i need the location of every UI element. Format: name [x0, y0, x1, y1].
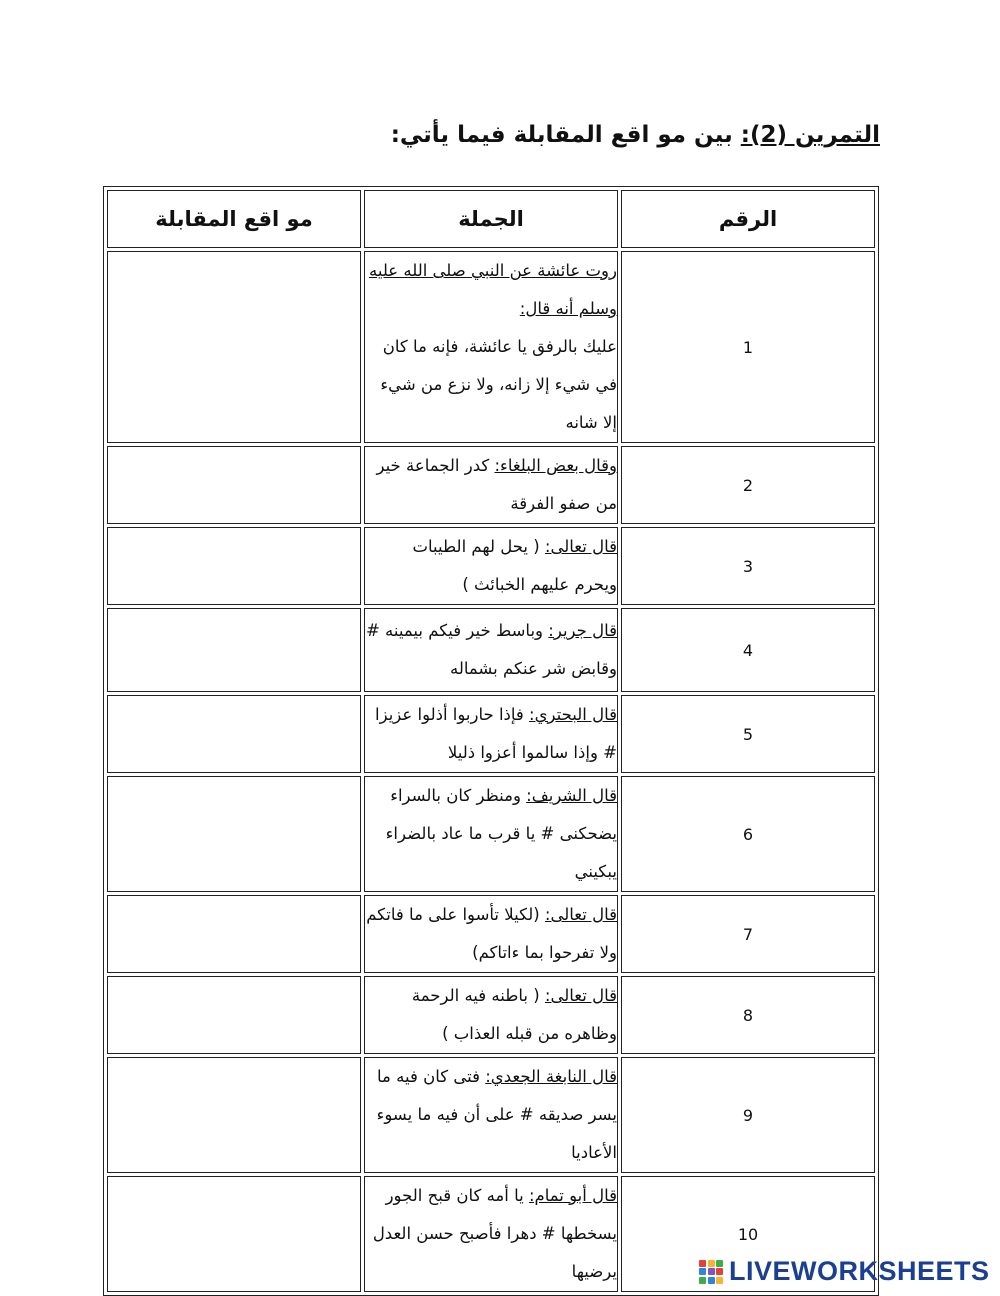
table-row	[107, 695, 875, 773]
row-speaker: قال البحتري:	[529, 705, 617, 724]
answer-cell[interactable]	[107, 608, 361, 692]
logo-square	[708, 1277, 715, 1284]
row-text: ( يحل لهم الطيبات ويحرم عليهم الخبائث )	[412, 537, 617, 594]
table-row	[107, 251, 875, 443]
logo-grid-icon	[699, 1260, 723, 1284]
row-speaker: وقال بعض البلغاء:	[494, 456, 617, 475]
logo-square	[699, 1268, 706, 1275]
table-row	[107, 976, 875, 1054]
row-text: فتى كان فيه ما يسر صديقه # على أن فيه ما يسوء الأعاديا	[376, 1067, 617, 1162]
row-speaker: قال الشريف:	[526, 786, 617, 805]
row-text: (لكيلا تأسوا على ما فاتكم ولا تفرحوا بما ءاتاكم)	[366, 905, 617, 962]
row-text: ومنظر كان بالسراء يضحكنى # يا قرب ما عاد بالضراء يبكيني	[385, 786, 617, 881]
table-row	[107, 608, 875, 692]
row-sentence	[364, 527, 618, 605]
logo-square	[699, 1260, 706, 1267]
table-row	[107, 446, 875, 524]
header-row	[107, 190, 875, 248]
table-row	[107, 895, 875, 973]
row-sentence	[364, 976, 618, 1054]
row-number: 9	[621, 1057, 875, 1173]
row-number: 6	[621, 776, 875, 892]
answer-cell[interactable]	[107, 695, 361, 773]
answer-cell[interactable]	[107, 776, 361, 892]
row-number: 5	[621, 695, 875, 773]
logo-square	[716, 1277, 723, 1284]
logo-square	[708, 1268, 715, 1275]
answer-cell[interactable]	[107, 1176, 361, 1292]
brand-text: LIVEWORKSHEETS	[729, 1256, 990, 1286]
answer-cell[interactable]	[107, 976, 361, 1054]
row-text: ( باطنه فيه الرحمة وظاهره من قبله العذاب )	[411, 986, 617, 1043]
row-speaker: قال جرير:	[548, 621, 617, 640]
logo-square	[716, 1268, 723, 1275]
row-number: 7	[621, 895, 875, 973]
answer-cell[interactable]	[107, 446, 361, 524]
row-sentence	[364, 895, 618, 973]
logo-square	[708, 1260, 715, 1267]
row-sentence	[364, 446, 618, 524]
row-text: يا أمه كان قبح الجور يسخطها # دهرا فأصبح حسن العدل يرضيها	[372, 1186, 617, 1281]
logo-square	[699, 1277, 706, 1284]
row-number: 8	[621, 976, 875, 1054]
row-number: 10	[621, 1176, 875, 1292]
row-sentence	[364, 776, 618, 892]
exercise-title	[391, 122, 880, 148]
row-sentence	[364, 695, 618, 773]
row-speaker: قال تعالى:	[544, 986, 617, 1005]
answer-cell[interactable]	[107, 527, 361, 605]
exercise-instruction: بين مو اقع المقابلة فيما يأتي:	[390, 122, 741, 148]
liveworksheets-logo	[699, 1256, 990, 1287]
header-answer: مو اقع المقابلة	[107, 190, 361, 248]
row-number: 3	[621, 527, 875, 605]
row-sentence	[364, 608, 618, 692]
header-sentence: الجملة	[364, 190, 618, 248]
table-row	[107, 1057, 875, 1173]
row-text: كدر الجماعة خير من صفو الفرقة	[376, 456, 617, 513]
row-sentence	[364, 251, 618, 443]
row-speaker: قال تعالى:	[544, 537, 617, 556]
table-row	[107, 527, 875, 605]
row-number: 4	[621, 608, 875, 692]
answer-cell[interactable]	[107, 895, 361, 973]
row-number: 2	[621, 446, 875, 524]
row-speaker: روت عائشة عن النبي صلى الله عليه وسلم أنه قال:	[369, 261, 617, 318]
row-speaker: قال أبو تمام:	[528, 1186, 617, 1205]
logo-square	[716, 1260, 723, 1267]
row-speaker: قال تعالى:	[544, 905, 617, 924]
exercise-table	[103, 186, 879, 1296]
header-number: الرقم	[621, 190, 875, 248]
exercise-label: التمرين (2):	[740, 122, 880, 148]
row-text: عليك بالرفق يا عائشة، فإنه ما كان في شيء إلا زانه، ولا نزع من شيء إلا شانه	[380, 337, 617, 432]
answer-cell[interactable]	[107, 1057, 361, 1173]
answer-cell[interactable]	[107, 251, 361, 443]
row-number: 1	[621, 251, 875, 443]
table-row	[107, 776, 875, 892]
row-sentence	[364, 1176, 618, 1292]
row-text: وباسط خير فيكم بيمينه # وقابض شر عنكم بشماله	[365, 621, 617, 678]
row-speaker: قال النابغة الجعدي:	[485, 1067, 617, 1086]
row-text: فإذا حاربوا أذلوا عزيزا # وإذا سالموا أعزوا ذليلا	[375, 705, 617, 762]
row-sentence	[364, 1057, 618, 1173]
